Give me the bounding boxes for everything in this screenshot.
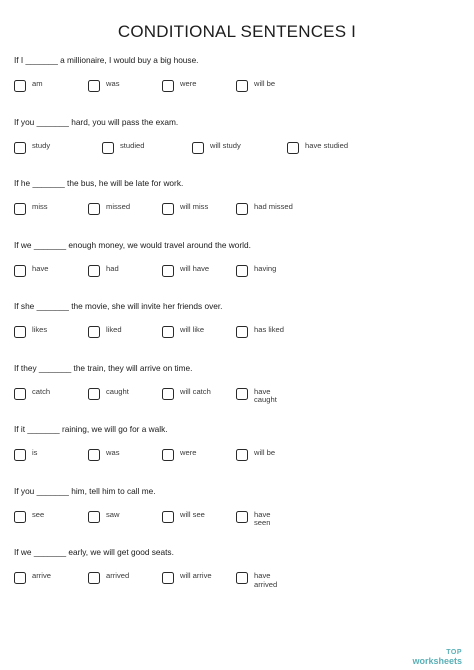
- option-label: is: [32, 448, 38, 457]
- question-prompt: If we _______ early, we will get good seats.: [14, 547, 174, 557]
- checkbox[interactable]: [88, 572, 100, 584]
- option-label: likes: [32, 325, 48, 334]
- topworksheets-logo: [412, 648, 462, 666]
- question-1: [14, 55, 464, 117]
- checkbox[interactable]: [102, 142, 114, 154]
- checkbox[interactable]: [236, 265, 248, 277]
- option-label: were: [180, 79, 197, 88]
- option-label: am: [32, 79, 43, 88]
- option-label: arrived: [106, 571, 130, 580]
- option-label: have arrived: [254, 571, 278, 589]
- checkbox[interactable]: [88, 265, 100, 277]
- options-row: [14, 448, 464, 468]
- option-label: will like: [180, 325, 205, 334]
- options-row: [14, 79, 464, 99]
- option-label: will study: [210, 140, 241, 150]
- checkbox[interactable]: [14, 80, 26, 92]
- option-label: will be: [254, 79, 276, 88]
- question-prompt: If she _______ the movie, she will invite her friends over.: [14, 301, 223, 311]
- checkbox[interactable]: [88, 511, 100, 523]
- question-list: [14, 55, 464, 609]
- checkbox[interactable]: [236, 80, 248, 92]
- question-7: [14, 424, 464, 486]
- option-label: caught: [106, 386, 129, 396]
- option-label: saw: [106, 509, 120, 519]
- option-label: have seen: [254, 509, 271, 527]
- question-prompt: If you _______ hard, you will pass the exam.: [14, 116, 179, 127]
- checkbox[interactable]: [236, 203, 248, 215]
- checkbox[interactable]: [162, 203, 174, 215]
- option-label: will see: [180, 509, 205, 519]
- checkbox[interactable]: [162, 449, 174, 461]
- checkbox[interactable]: [162, 388, 174, 400]
- question-prompt: If they _______ the train, they will arrive on time.: [14, 362, 193, 373]
- checkbox[interactable]: [88, 388, 100, 400]
- option-label: see: [32, 509, 45, 519]
- options-row: [14, 325, 464, 345]
- option-label: will be: [254, 448, 276, 457]
- option-label: studied: [120, 140, 145, 150]
- options-row: [14, 202, 464, 222]
- checkbox[interactable]: [14, 388, 26, 400]
- option-label: had missed: [254, 202, 293, 211]
- option-label: will miss: [180, 202, 209, 211]
- checkbox[interactable]: [14, 572, 26, 584]
- question-2: [14, 117, 464, 179]
- option-label: missed: [106, 202, 131, 211]
- checkbox[interactable]: [14, 265, 26, 277]
- options-row: [14, 571, 464, 591]
- option-label: had: [106, 263, 119, 273]
- checkbox[interactable]: [192, 142, 204, 154]
- option-label: having: [254, 263, 277, 273]
- checkbox[interactable]: [14, 449, 26, 461]
- checkbox[interactable]: [88, 203, 100, 215]
- options-row: [14, 510, 464, 530]
- checkbox[interactable]: [162, 265, 174, 277]
- question-prompt: If it _______ raining, we will go for a walk.: [14, 424, 168, 434]
- checkbox[interactable]: [287, 142, 299, 154]
- option-label: were: [180, 448, 197, 457]
- checkbox[interactable]: [236, 572, 248, 584]
- option-label: liked: [106, 325, 122, 334]
- checkbox[interactable]: [236, 388, 248, 400]
- option-label: study: [32, 140, 51, 150]
- option-label: has liked: [254, 325, 284, 334]
- option-label: catch: [32, 386, 51, 396]
- question-4: [14, 240, 464, 302]
- option-label: miss: [32, 202, 48, 211]
- question-prompt: If you _______ him, tell him to call me.: [14, 485, 156, 496]
- checkbox[interactable]: [88, 326, 100, 338]
- question-3: [14, 178, 464, 240]
- option-label: will arrive: [180, 571, 212, 580]
- option-label: have: [32, 263, 49, 273]
- options-row: [14, 264, 464, 284]
- page-title: CONDITIONAL SENTENCES I: [117, 22, 357, 41]
- checkbox[interactable]: [14, 142, 26, 154]
- question-6: [14, 363, 464, 425]
- checkbox[interactable]: [162, 572, 174, 584]
- checkbox[interactable]: [162, 326, 174, 338]
- options-row: [14, 387, 464, 407]
- checkbox[interactable]: [14, 203, 26, 215]
- checkbox[interactable]: [236, 326, 248, 338]
- option-label: will have: [180, 263, 210, 273]
- checkbox[interactable]: [162, 511, 174, 523]
- checkbox[interactable]: [88, 449, 100, 461]
- option-label: have caught: [254, 386, 277, 404]
- option-label: was: [106, 448, 120, 457]
- option-label: arrive: [32, 571, 51, 580]
- option-label: will catch: [180, 386, 211, 396]
- checkbox[interactable]: [162, 80, 174, 92]
- checkbox[interactable]: [236, 449, 248, 461]
- option-label: have studied: [305, 140, 349, 150]
- question-9: [14, 547, 464, 609]
- logo-top-text: TOP: [446, 649, 462, 656]
- question-prompt: If he _______ the bus, he will be late for work.: [14, 178, 184, 188]
- option-label: was: [106, 79, 120, 88]
- options-row: [14, 141, 464, 161]
- question-prompt: If I _______ a millionaire, I would buy a big house.: [14, 55, 199, 65]
- checkbox[interactable]: [14, 326, 26, 338]
- question-8: [14, 486, 464, 548]
- checkbox[interactable]: [88, 80, 100, 92]
- logo-bottom-text: worksheets: [412, 656, 462, 666]
- checkbox[interactable]: [14, 511, 26, 523]
- checkbox[interactable]: [236, 511, 248, 523]
- question-5: [14, 301, 464, 363]
- question-prompt: If we _______ enough money, we would travel around the world.: [14, 239, 251, 250]
